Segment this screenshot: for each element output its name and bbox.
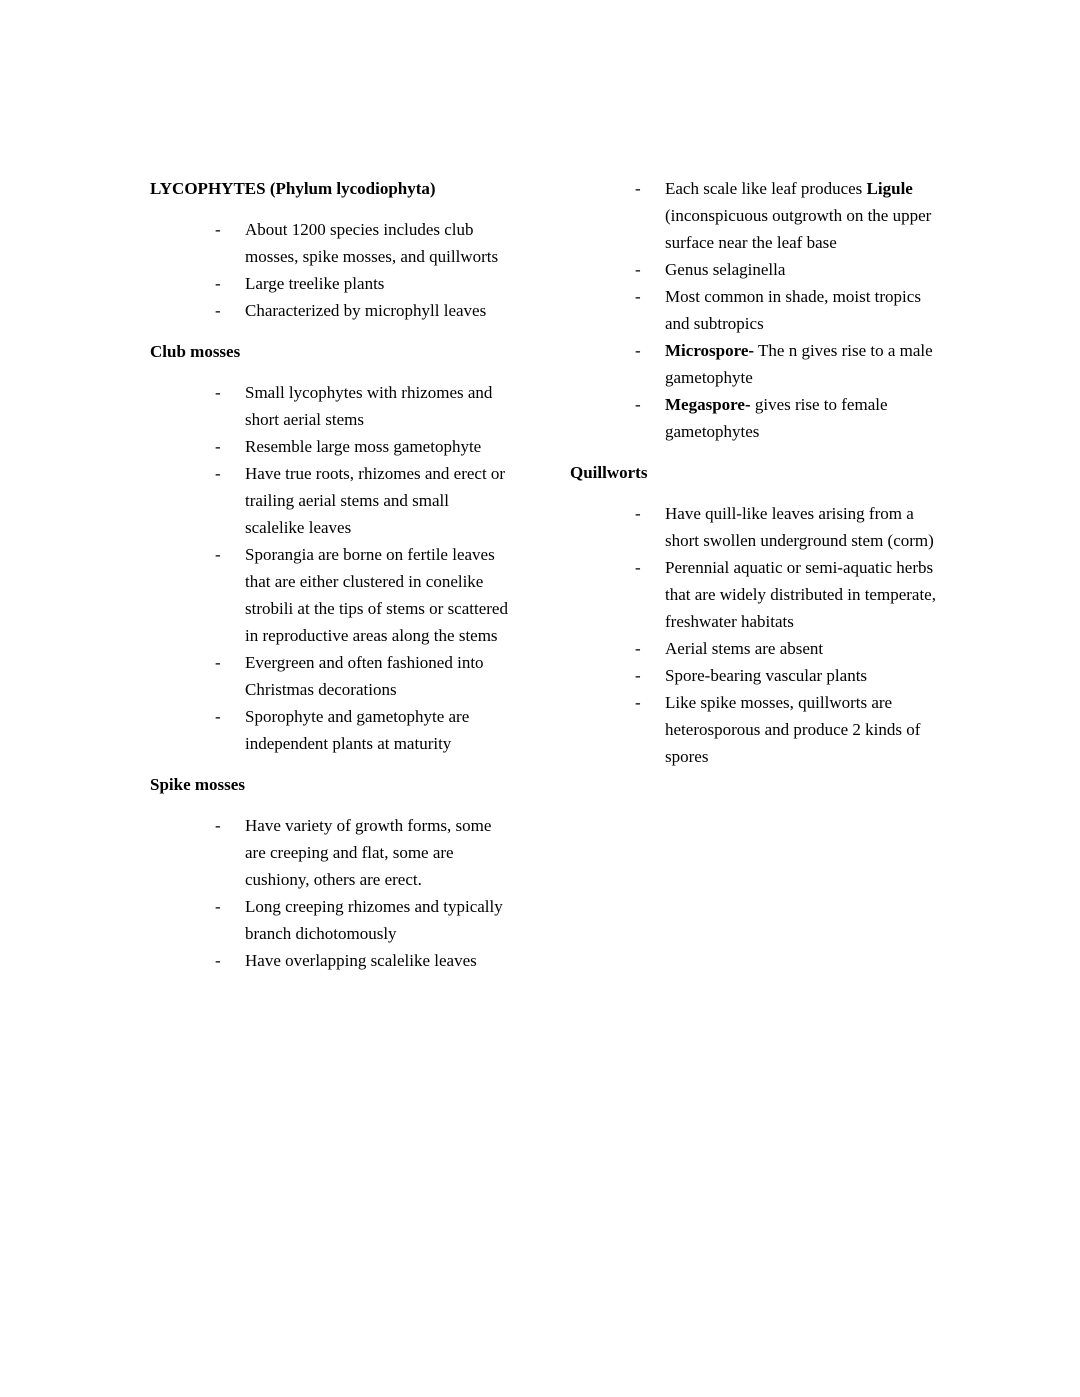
text-run: About 1200 species includes club mosses, spike mosses, and quillworts <box>245 220 499 266</box>
bullet-dash: - <box>635 558 641 577</box>
bullet-dash: - <box>215 274 221 293</box>
bullet-dash: - <box>635 504 641 523</box>
bullet-item <box>215 216 512 270</box>
bullet-item <box>635 175 938 256</box>
text-run: Long creeping rhizomes and typically branch dichotomously <box>245 897 503 943</box>
bullet-dash: - <box>215 653 221 672</box>
text-run: Have quill-like leaves arising from a short swollen underground stem (corm) <box>665 504 934 550</box>
bullet-item <box>635 500 938 554</box>
bullet-text <box>665 554 938 635</box>
bullet-item <box>215 812 512 893</box>
bullet-text <box>665 635 938 662</box>
bullet-text <box>245 216 512 270</box>
bullet-dash: - <box>215 220 221 239</box>
text-run: Genus selaginella <box>665 260 786 279</box>
bullet-text <box>245 297 512 324</box>
text-run: Each scale like leaf produces <box>665 179 867 198</box>
text-run: Have true roots, rhizomes and erect or trailing aerial stems and small scalelike leaves <box>245 464 506 537</box>
text-run: Sporangia are borne on fertile leaves that are either clustered in conelike strobili at the tips of stems or scattered in reproductive areas along the stems <box>245 545 508 645</box>
bullet-dash: - <box>635 287 641 306</box>
heading-quillworts: Quillworts <box>570 463 648 482</box>
bullet-text <box>665 337 938 391</box>
bullet-item <box>635 337 938 391</box>
bullet-list <box>150 379 512 757</box>
bullet-text <box>245 433 512 460</box>
bullet-dash: - <box>215 545 221 564</box>
bullet-list <box>570 175 938 445</box>
bullet-text <box>245 703 512 757</box>
bullet-dash: - <box>635 341 641 360</box>
right-column <box>570 175 938 770</box>
bullet-list <box>570 500 938 770</box>
bullet-text <box>245 812 512 893</box>
bullet-item <box>215 649 512 703</box>
bullet-item <box>635 391 938 445</box>
bullet-list <box>150 812 512 974</box>
bullet-dash: - <box>635 639 641 658</box>
bullet-text <box>245 649 512 703</box>
text-run: gives rise to female gametophytes <box>665 395 888 441</box>
heading-lycophytes: LYCOPHYTES (Phylum lycodiophyta) <box>150 179 436 198</box>
bullet-text <box>665 175 938 256</box>
text-run: Characterized by microphyll leaves <box>245 301 487 320</box>
bullet-text <box>245 947 512 974</box>
bullet-item <box>635 554 938 635</box>
bullet-item <box>215 270 512 297</box>
bullet-item <box>635 689 938 770</box>
text-run: Aerial stems are absent <box>665 639 824 658</box>
bullet-item <box>215 703 512 757</box>
bullet-dash: - <box>635 666 641 685</box>
bullet-dash: - <box>215 707 221 726</box>
text-run: Have overlapping scalelike leaves <box>245 951 477 970</box>
bullet-item <box>215 379 512 433</box>
bullet-item <box>215 893 512 947</box>
bullet-dash: - <box>635 395 641 414</box>
bullet-text <box>245 893 512 947</box>
bullet-text <box>665 662 938 689</box>
bullet-text <box>245 270 512 297</box>
bullet-text <box>245 379 512 433</box>
bullet-item <box>215 433 512 460</box>
bold-term: Ligule <box>866 179 913 198</box>
bullet-item <box>215 947 512 974</box>
bullet-item <box>635 256 938 283</box>
bold-term: Microspore- <box>665 341 755 360</box>
bold-term: Megaspore- <box>665 395 751 414</box>
text-run: Perennial aquatic or semi-aquatic herbs that are widely distributed in temperate, freshwater habitats <box>665 558 936 631</box>
bullet-item <box>215 460 512 541</box>
bullet-dash: - <box>215 301 221 320</box>
text-run: Small lycophytes with rhizomes and short aerial stems <box>245 383 493 429</box>
bullet-text <box>665 283 938 337</box>
text-run: Sporophyte and gametophyte are independent plants at maturity <box>245 707 470 753</box>
text-run: Have variety of growth forms, some are creeping and flat, some are cushiony, others are erect. <box>245 816 492 889</box>
bullet-text <box>245 460 512 541</box>
text-run: The n gives rise to a male gametophyte <box>665 341 933 387</box>
bullet-dash: - <box>215 464 221 483</box>
text-run: Like spike mosses, quillworts are heterosporous and produce 2 kinds of spores <box>665 693 921 766</box>
bullet-item <box>635 635 938 662</box>
bullet-text <box>665 689 938 770</box>
bullet-dash: - <box>215 951 221 970</box>
bullet-list <box>150 216 512 324</box>
bullet-item <box>215 297 512 324</box>
bullet-item <box>635 662 938 689</box>
text-run: Resemble large moss gametophyte <box>245 437 482 456</box>
bullet-text <box>665 256 938 283</box>
left-column <box>150 175 512 974</box>
bullet-text <box>665 500 938 554</box>
bullet-item <box>635 283 938 337</box>
heading-club-mosses: Club mosses <box>150 342 241 361</box>
heading-spike-mosses: Spike mosses <box>150 775 245 794</box>
bullet-dash: - <box>635 179 641 198</box>
bullet-dash: - <box>215 437 221 456</box>
text-run: Large treelike plants <box>245 274 385 293</box>
bullet-text <box>245 541 512 649</box>
text-run: Evergreen and often fashioned into Christmas decorations <box>245 653 484 699</box>
bullet-dash: - <box>635 260 641 279</box>
bullet-dash: - <box>215 383 221 402</box>
text-run: Spore-bearing vascular plants <box>665 666 868 685</box>
text-run: Most common in shade, moist tropics and subtropics <box>665 287 921 333</box>
bullet-dash: - <box>215 897 221 916</box>
bullet-dash: - <box>215 816 221 835</box>
text-run: (inconspicuous outgrowth on the upper surface near the leaf base <box>665 206 932 252</box>
bullet-item <box>215 541 512 649</box>
bullet-dash: - <box>635 693 641 712</box>
bullet-text <box>665 391 938 445</box>
